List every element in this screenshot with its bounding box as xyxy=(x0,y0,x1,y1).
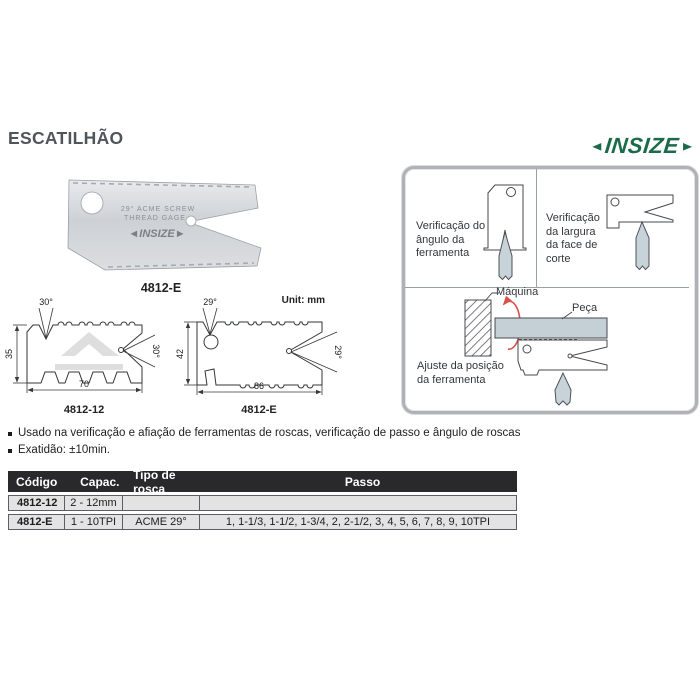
col-header-passo: Passo xyxy=(208,471,517,492)
feature-bullet-2: Exatidão: ±10min. xyxy=(8,444,568,456)
d1-top-angle-label: 30° xyxy=(39,297,53,307)
logo-left-arrow-icon: ◄ xyxy=(589,138,605,154)
col-header-capac: Capac. xyxy=(72,471,129,492)
cell1-illustration-angle-check xyxy=(460,172,540,284)
d2-height-label: 42 xyxy=(175,348,185,360)
technical-drawings xyxy=(3,292,348,417)
table-row: 4812-12 2 - 12mm xyxy=(8,495,517,511)
logo-right-arrow-icon: ► xyxy=(680,138,695,154)
gauge-marking-logo: ◄INSIZE► xyxy=(128,228,186,240)
spec-table xyxy=(8,467,517,530)
gauge-notch-hole xyxy=(186,216,196,226)
unit-label: Unit: mm xyxy=(281,295,325,306)
machine-block xyxy=(465,300,491,356)
d2-top-angle-label: 29° xyxy=(203,297,217,307)
d2-right-angle-label: 29° xyxy=(333,345,343,359)
cutting-tool xyxy=(555,373,571,405)
page-title: ESCATILHÃO xyxy=(8,128,124,148)
gauge-marking-line1: 29° ACME SCREW xyxy=(120,206,196,213)
d1-width-label: 70 xyxy=(78,379,90,389)
piece-label: Peça xyxy=(572,302,598,314)
product-photo-thread-gauge xyxy=(55,166,267,281)
col-header-tipo: Tipo de rosca xyxy=(128,471,208,492)
cell2-caption: Verificação da largura da face de corte xyxy=(546,212,600,265)
insize-logo xyxy=(589,133,695,159)
square-bullet-icon xyxy=(8,432,12,436)
adjust-caption: Ajuste da posição da ferramenta xyxy=(417,360,504,386)
cell2-illustration-width-check xyxy=(598,186,690,282)
table-header-row xyxy=(8,467,517,496)
drawing-watermark xyxy=(55,332,123,370)
d2-width-label: 86 xyxy=(253,381,265,391)
workpiece-bar xyxy=(495,318,607,338)
photo-caption: 4812-E xyxy=(140,281,182,295)
d1-right-angle-label: 30° xyxy=(151,344,161,358)
gauge-hole xyxy=(81,192,103,214)
d1-name-label: 4812-12 xyxy=(63,404,105,416)
col-header-codigo: Código xyxy=(8,471,72,492)
cell3-illustration-tool-position xyxy=(415,285,693,407)
drawing-4812-E xyxy=(197,322,322,388)
table-row: 4812-E 1 - 10TPI ACME 29° 1, 1-1/3, 1-1/2, 1-3/4, 2, 2-1/2, 3, 4, 5, 6, 7, 8, 9, 10TPI xyxy=(8,514,517,530)
logo-wordmark: INSIZE xyxy=(603,133,681,158)
feature-bullet-1: Usado na verificação e afiação de ferramentas de roscas, verificação de passo e ângulo de roscas xyxy=(8,427,568,439)
gauge-outline xyxy=(518,340,607,375)
d2-name-label: 4812-E xyxy=(241,404,277,416)
d1-height-label: 35 xyxy=(4,348,14,360)
cutting-tool xyxy=(636,222,649,270)
square-bullet-icon xyxy=(8,449,12,453)
cell1-caption: Verificação do ângulo da ferramenta xyxy=(416,220,486,259)
machine-label: Máquina xyxy=(496,286,539,298)
gauge-marking-line2: THREAD GAGE xyxy=(124,215,186,222)
